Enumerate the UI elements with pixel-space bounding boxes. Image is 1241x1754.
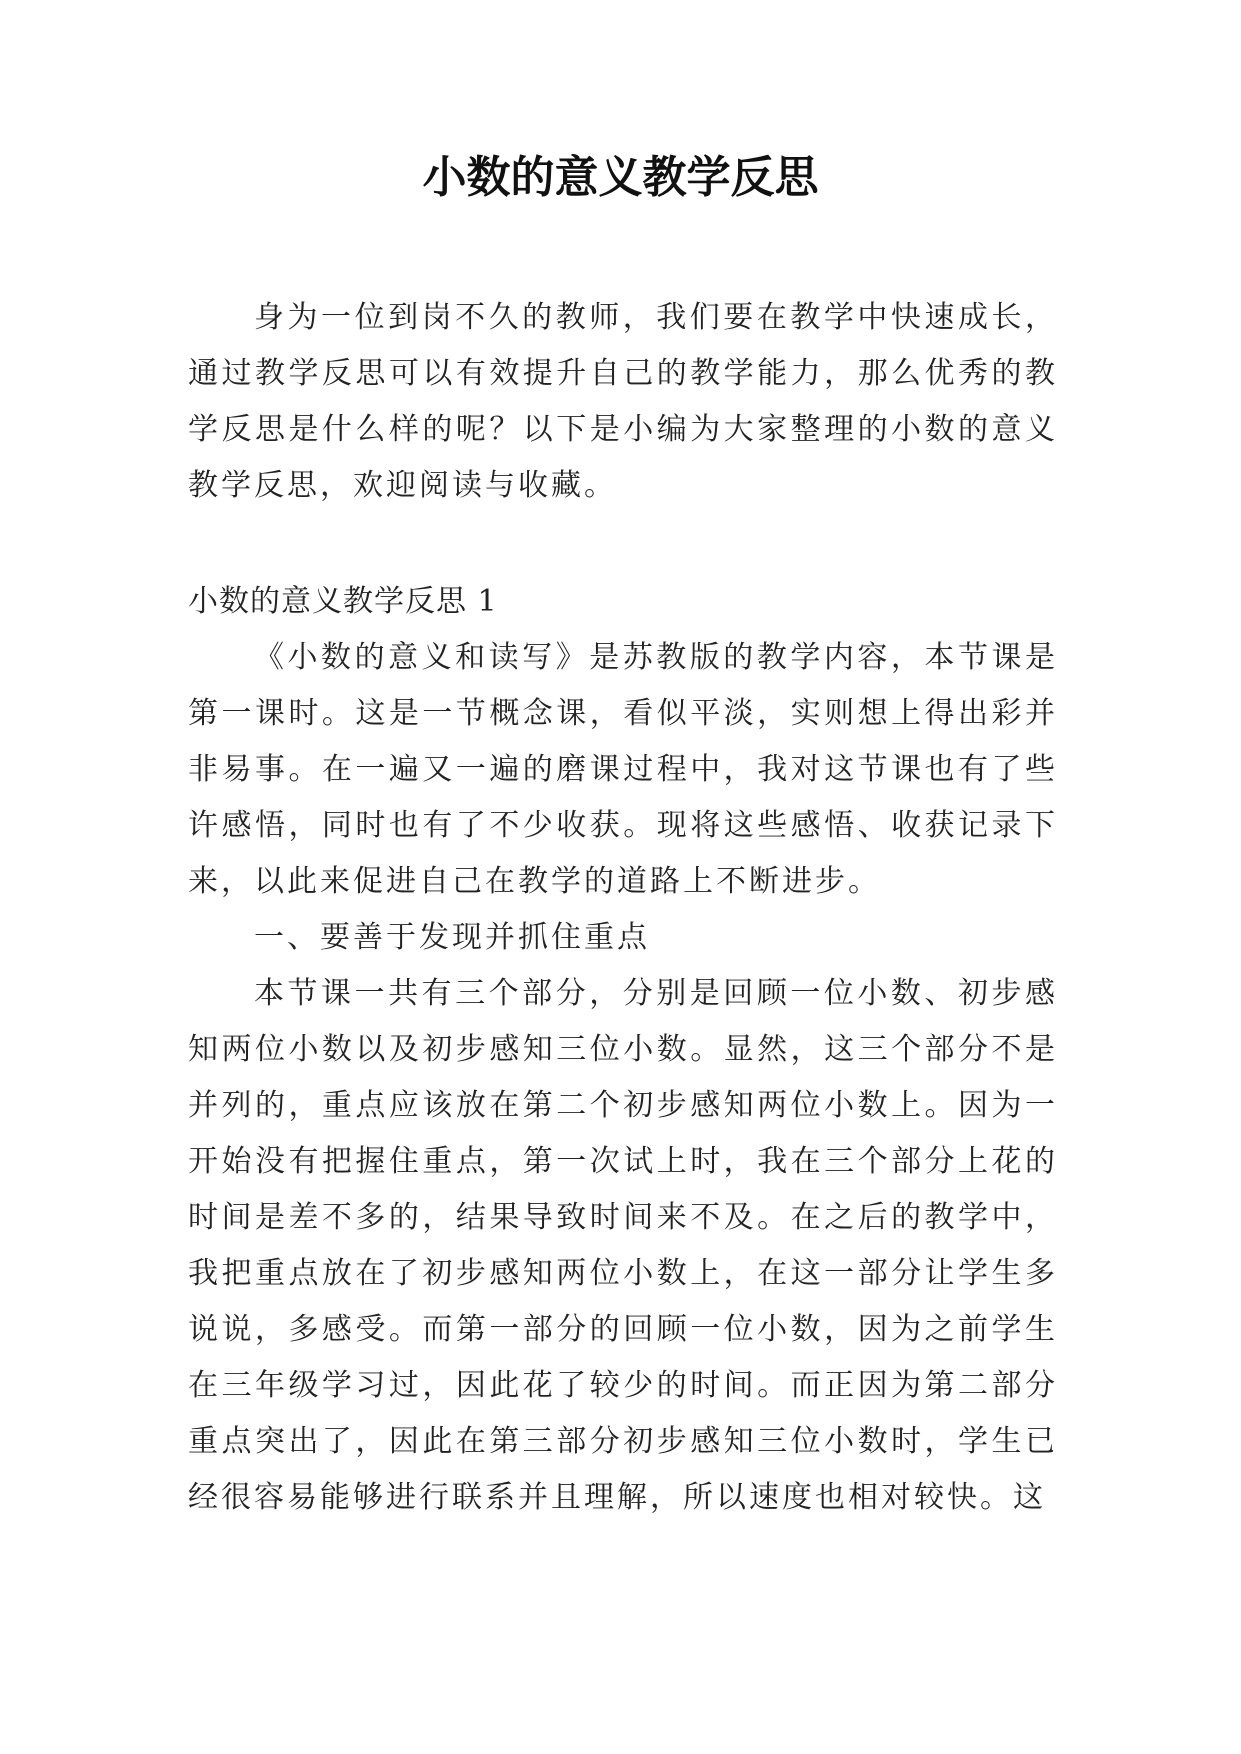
document-body bbox=[188, 290, 1058, 1526]
intro-paragraph: 身为一位到岗不久的教师，我们要在教学中快速成长，通过教学反思可以有效提升自己的教学能力，那么优秀的教学反思是什么样的呢？以下是小编为大家整理的小数的意义教学反思，欢迎阅读与收藏。 bbox=[188, 300, 1058, 503]
document-title: 小数的意义教学反思 bbox=[422, 152, 819, 203]
body-paragraph: 本节课一共有三个部分，分别是回顾一位小数、初步感知两位小数以及初步感知三位小数。显然，这三个部分不是并列的，重点应该放在第二个初步感知两位小数上。因为一开始没有把握住重点，第一次试上时，我在三个部分上花的时间是差不多的，结果导致时间来不及。在之后的教学中，我把重点放在了初步感知两位小数上，在这一部分让学生多说说，多感受。而第一部分的回顾一位小数，因为之前学生在三年级学习过，因此花了较少的时间。而正因为第二部分重点突出了，因此在第三部分初步感知三位小数时，学生已经很容易能够进行联系并且理解，所以速度也相对较快。这 bbox=[188, 976, 1058, 1515]
spacer bbox=[188, 514, 1058, 574]
section-heading: 小数的意义教学反思 1 bbox=[188, 584, 498, 619]
subsection-heading: 一、要善于发现并抓住重点 bbox=[254, 920, 650, 955]
body-paragraph: 《小数的意义和读写》是苏教版的教学内容，本节课是第一课时。这是一节概念课，看似平淡，实则想上得出彩并非易事。在一遍又一遍的磨课过程中，我对这节课也有了些许感悟，同时也有了不少收获。现将这些感悟、收获记录下来，以此来促进自己在教学的道路上不断进步。 bbox=[188, 640, 1058, 899]
